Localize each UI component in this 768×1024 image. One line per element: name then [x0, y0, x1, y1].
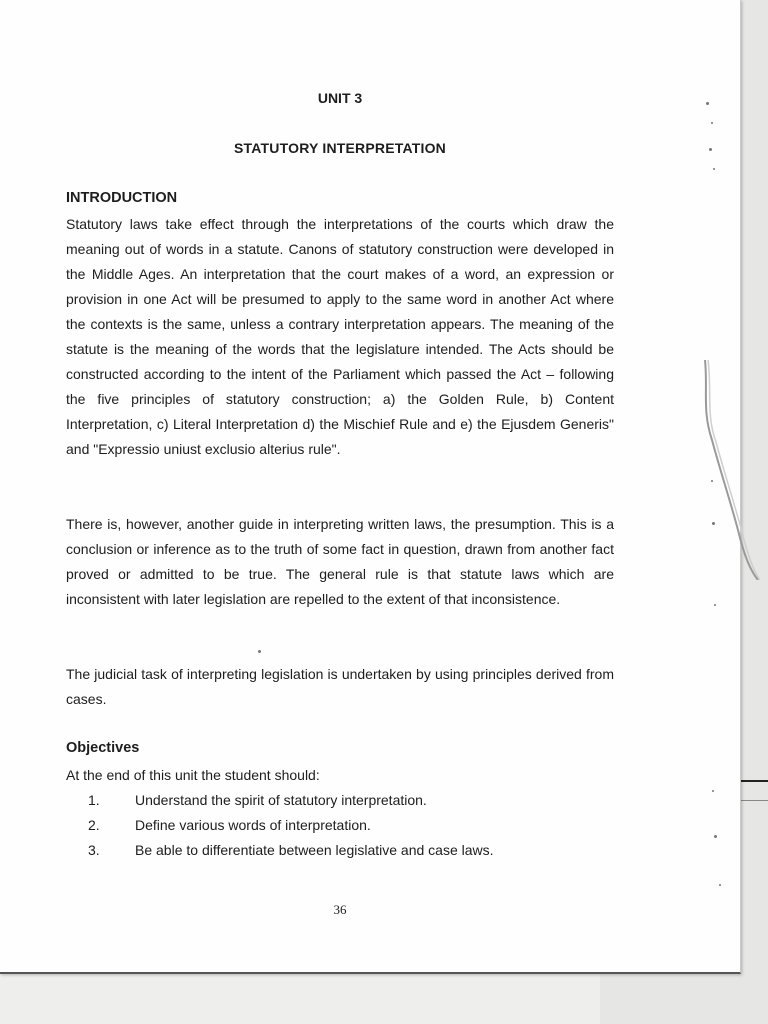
introduction-paragraph: Statutory laws take effect through the interpretations of the courts which draw the meaning out of words in a statute. Canons of statutory construction were developed in the Middle Ages. An interpretation that the court makes of a word, an expression or provision in one Act will be presumed to apply to the same word in another Act where the contexts is the same, unless a contrary interpretation appears. The meaning of the statute is the meaning of the words that the legislature intended. The Acts should be constructed according to the intent of the Parliament which passed the Act – following the five principles of statutory construction; a) the Golden Rule, b) Content Interpretation, c) Literal Interpretation d) the Mischief Rule and e) the Ejusdem Generis" and "Expressio uniust exclusio alterius rule".	[66, 216, 614, 457]
scan-speck	[719, 884, 721, 886]
scan-speck	[711, 122, 713, 124]
chapter-title: STATUTORY INTERPRETATION	[234, 140, 446, 156]
scan-speck	[258, 650, 261, 653]
introduction-heading: INTRODUCTION	[66, 190, 178, 206]
unit-title: UNIT 3	[317, 90, 363, 106]
scan-speck	[714, 604, 716, 606]
scan-speck	[712, 522, 715, 525]
judicial-task-paragraph: The judicial task of interpreting legislation is undertaken by using principles derived from cases.	[66, 666, 614, 707]
scan-speck	[713, 168, 715, 170]
scan-speck	[714, 835, 717, 838]
scan-speck	[712, 790, 714, 792]
list-item-number: 1.	[88, 792, 100, 808]
list-item	[66, 813, 626, 838]
scan-speck	[706, 102, 709, 105]
list-item	[66, 838, 626, 863]
scan-speck	[711, 480, 713, 482]
list-item	[66, 788, 626, 813]
page-number: 36	[333, 902, 347, 917]
objectives-heading: Objectives	[66, 740, 140, 756]
list-item-text: Be able to differentiate between legislative and case laws.	[135, 842, 494, 858]
presumption-paragraph: There is, however, another guide in interpreting written laws, the presumption. This is a conclusion or inference as to the truth of some fact in question, drawn from another fact proved or admitted to be true. The general rule is that statute laws which are inconsistent with later legislation are repelled to the extent of that inconsistence.	[66, 516, 614, 607]
objectives-intro: At the end of this unit the student should:	[66, 767, 320, 783]
list-item-number: 2.	[88, 817, 100, 833]
torn-paper-edge	[700, 360, 760, 580]
list-item-text: Understand the spirit of statutory interpretation.	[135, 792, 427, 808]
objectives-list	[66, 788, 626, 863]
list-item-text: Define various words of interpretation.	[135, 817, 371, 833]
scan-speck	[709, 148, 712, 151]
list-item-number: 3.	[88, 842, 100, 858]
